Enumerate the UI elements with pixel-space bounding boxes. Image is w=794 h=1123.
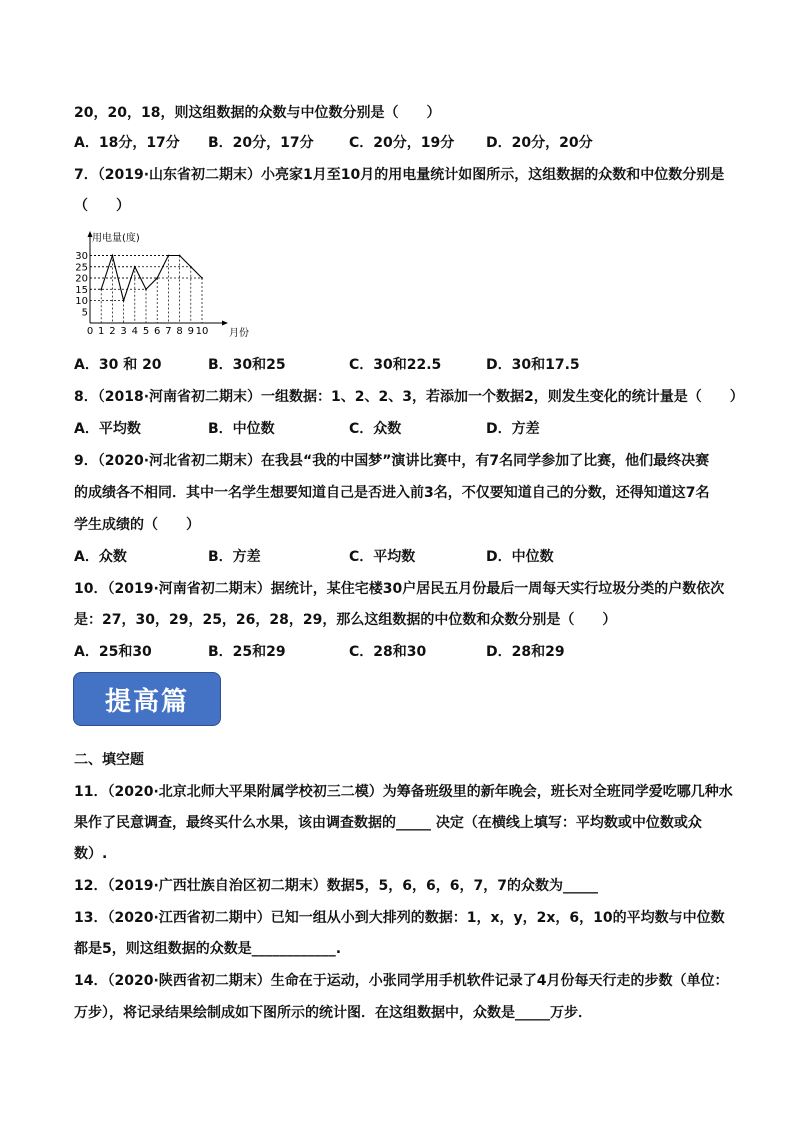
y-tick-label: 30 — [75, 251, 88, 262]
data-point — [201, 277, 203, 279]
q9-option-d: D．中位数 — [486, 549, 554, 565]
q9-option-b: B．方差 — [208, 549, 261, 565]
q11-line1: 11．（2020·北京北师大平果附属学校初三二模）为筹备班级里的新年晚会，班长对全班同学爱吃哪几种水 — [74, 784, 733, 800]
q8-stem: 8．（2018·河南省初二期末）一组数据：1、2、2、3，若添加一个数据2，则发生变化的统计量是（ ） — [74, 389, 744, 405]
q14-line1: 14．（2020·陕西省初二期末）生命在于运动，小张同学用手机软件记录了4月份每天行走的步数（单位： — [74, 973, 729, 989]
q13-line2: 都是5，则这组数据的众数是____________. — [74, 941, 342, 957]
q9-option-a: A．众数 — [74, 549, 127, 565]
y-tick-label: 10 — [75, 296, 88, 307]
q13-line1: 13．（2020·江西省初二期中）已知一组从小到大排列的数据：1，x，y，2x，6，10的平均数与中位数 — [74, 910, 725, 926]
q12-line1: 12．（2019·广西壮族自治区初二期末）数据5，5，6，6，6，7，7的众数为_____ — [74, 878, 598, 894]
q6-option-b: B．20分，17分 — [208, 135, 314, 151]
data-point — [168, 255, 170, 257]
chart-xlabel: 月份 — [229, 328, 249, 339]
x-tick-label: 5 — [142, 326, 150, 337]
q7-option-c: C．30和22.5 — [349, 357, 442, 373]
q8-option-a: A．平均数 — [74, 421, 141, 437]
x-tick-label: 3 — [120, 326, 127, 337]
q10-stem-line2: 是：27，30，29，25，26，28，29，那么这组数据的中位数和众数分别是（ ） — [74, 612, 617, 628]
x-tick-label: 6 — [154, 326, 161, 337]
q6-option-d: D．20分，20分 — [486, 135, 593, 151]
q11-line3: 数）. — [74, 846, 108, 862]
y-tick-label: 25 — [75, 262, 88, 274]
data-point — [156, 277, 158, 279]
q7-option-a: A．30 和 20 — [74, 357, 162, 373]
data-point — [179, 255, 181, 257]
x-tick-label: 2 — [109, 326, 116, 337]
x-tick-label: 9 — [187, 326, 194, 337]
data-point — [123, 300, 125, 302]
q7-line-chart — [74, 228, 254, 340]
q10-stem-line1: 10．（2019·河南省初二期末）据统计，某住宅楼30户居民五月份最后一周每天实行垃圾分类的户数依次 — [74, 581, 725, 597]
q6-option-a: A．18分，17分 — [74, 135, 180, 151]
q7-option-b: B．30和25 — [208, 357, 286, 373]
x-axis-arrow — [222, 321, 228, 326]
chart-ylabel: 用电量(度) — [92, 233, 140, 244]
data-point — [112, 255, 114, 257]
data-point — [100, 288, 102, 290]
data-point — [134, 266, 136, 268]
q10-option-b: B．25和29 — [208, 644, 286, 660]
section-banner: 提高篇 — [73, 672, 221, 726]
q11-line2: 果作了民意调查，最终买什么水果，该由调查数据的_____ 决定（在横线上填写：平均数或中位数或众 — [74, 815, 702, 831]
q6-option-c: C．20分，19分 — [349, 135, 455, 151]
y-tick-label: 5 — [81, 307, 88, 319]
q7-stem-line1: 7．（2019·山东省初二期末）小亮家1月至10月的用电量统计如图所示，这组数据的众数和中位数分别是 — [74, 167, 725, 183]
data-point — [145, 288, 147, 290]
q8-option-c: C．众数 — [349, 421, 402, 437]
x-tick-label: 8 — [176, 326, 183, 337]
q10-option-d: D．28和29 — [486, 644, 565, 660]
x-tick-label: 7 — [165, 326, 172, 337]
q7-stem-line2: （ ） — [74, 198, 130, 214]
q10-option-a: A．25和30 — [74, 644, 152, 660]
q9-stem-line2: 的成绩各不相同．其中一名学生想要知道自己是否进入前3名，不仅要知道自己的分数，还得知道这7名 — [74, 485, 710, 501]
y-tick-label: 20 — [75, 273, 88, 285]
x-tick-label: 4 — [131, 326, 138, 337]
q6-stem: 20，20，18，则这组数据的众数与中位数分别是（ ） — [74, 105, 441, 121]
data-point — [190, 266, 192, 268]
y-tick-label: 15 — [75, 284, 88, 296]
q8-option-d: D．方差 — [486, 421, 540, 437]
x-tick-label: 0 — [86, 326, 94, 337]
q7-option-d: D．30和17.5 — [486, 357, 580, 373]
q9-option-c: C．平均数 — [349, 549, 416, 565]
q9-stem-line1: 9．（2020·河北省初二期末）在我县“我的中国梦”演讲比赛中，有7名同学参加了比赛，他们最终决赛 — [74, 453, 710, 469]
q14-line2: 万步），将记录结果绘制成如下图所示的统计图．在这组数据中，众数是_____万步． — [74, 1005, 592, 1021]
q10-option-c: C．28和30 — [349, 644, 427, 660]
q8-option-b: B．中位数 — [208, 421, 275, 437]
x-tick-label: 1 — [98, 326, 105, 337]
section-title: 二、填空题 — [74, 752, 144, 768]
x-tick-label: 10 — [195, 326, 209, 337]
q9-stem-line3: 学生成绩的（ ） — [74, 517, 200, 533]
